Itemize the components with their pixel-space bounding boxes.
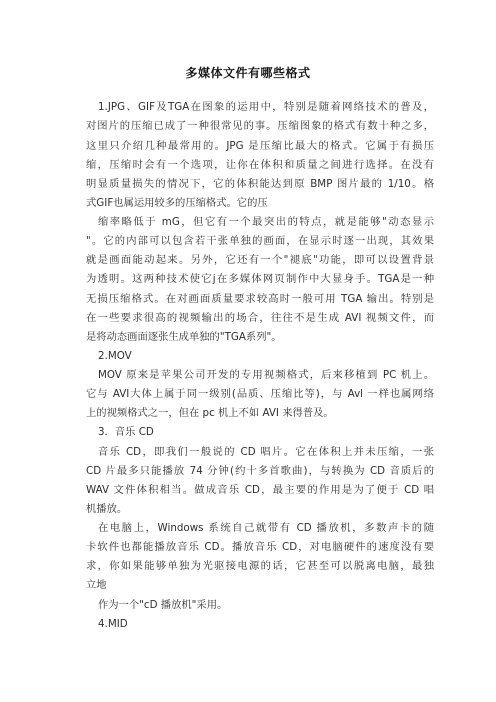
line-9: 就是画面能动起来。另外，它还有一个"褪底"功能，即可以设置背景	[86, 254, 434, 266]
line-8: "。它的内部可以包含若干张单独的画面，在显示时逐一出现，其效果	[86, 235, 434, 247]
line-4: 缩，压缩时会有一个选项，让你在体积和质量之间进行选择。在没有	[86, 159, 434, 171]
line-26: 立地	[86, 579, 107, 591]
line-3: 这里只介绍几种最常用的。JPG 是压缩比最大的格式。它属于有损压	[86, 140, 434, 152]
line-16: 它与 AVI大体上属于同一级别(品质、压缩比等)，与 Avl 一样也属网络	[86, 388, 434, 400]
line-1: 1.JPG、GIF及TGA在图象的运用中，特别是随着网络技术的普及，	[98, 101, 434, 113]
line-11: 无损压缩格式。在对画面质量要求较高时一般可用 TGA 输出。特别是	[86, 293, 434, 305]
line-2: 对图片的压缩已成了一种很常见的事。压缩图象的格式有数十种之多，	[86, 120, 434, 132]
line-6: 式GIF也属运用较多的压缩格式。它的压	[86, 197, 268, 209]
line-7: 缩率略低于 mG，但它有一个最突出的特点，就是能够"动态显示	[98, 216, 434, 228]
section-heading-mov: 2.MOV	[98, 350, 132, 362]
line-22: 机播放。	[86, 503, 128, 515]
line-13: 是将动态画面逐张生成单独的"TGA系列"。	[86, 331, 282, 343]
line-17: 上的视频格式之一，但在 pc 机上不如 AVI 来得普及。	[86, 407, 334, 419]
section-heading-cd: 3．音乐 CD	[98, 426, 154, 438]
line-24: 卡软件也都能播放音乐 CD。播放音乐 CD，对电脑硬件的速度没有要	[86, 541, 434, 553]
line-21: WAV 文件体积相当。做成音乐 CD，最主要的作用是为了便于 CD 唱	[86, 484, 434, 496]
line-10: 为透明。这两种技术使它j在多媒体网页制作中大显身手。TGA是一种	[86, 273, 434, 285]
line-25: 求，你如果能够单独为光驱接电源的话，它甚至可以脱离电脑，最独	[86, 560, 434, 572]
document-title: 多媒体文件有哪些格式	[185, 66, 311, 80]
line-19: 音乐 CD，即我们一般说的 CD 唱片。它在体积上并未压缩，一张	[98, 446, 434, 458]
line-27: 作为一个"cD 播放机"采用。	[98, 599, 228, 611]
line-5: 明显质量损失的情况下，它的体积能达到原 BMP 图片最的 1/10。格	[86, 178, 434, 190]
line-12: 在一些要求很高的视频输出的场合，往往不是生成 AVI 视频文件，而	[86, 312, 434, 324]
line-23: 在电脑上，Windows 系统自己就带有 CD 播放机，多数声卡的随	[98, 522, 434, 534]
section-heading-mid: 4.MID	[98, 618, 128, 630]
line-15: MOV 原来是苹果公司开发的专用视频格式，后来移植到 PC 机上。	[98, 369, 434, 381]
line-20: CD 片最多只能播放 74 分钟(约十多首歌曲)，与转换为 CD 音质后的	[86, 465, 434, 477]
